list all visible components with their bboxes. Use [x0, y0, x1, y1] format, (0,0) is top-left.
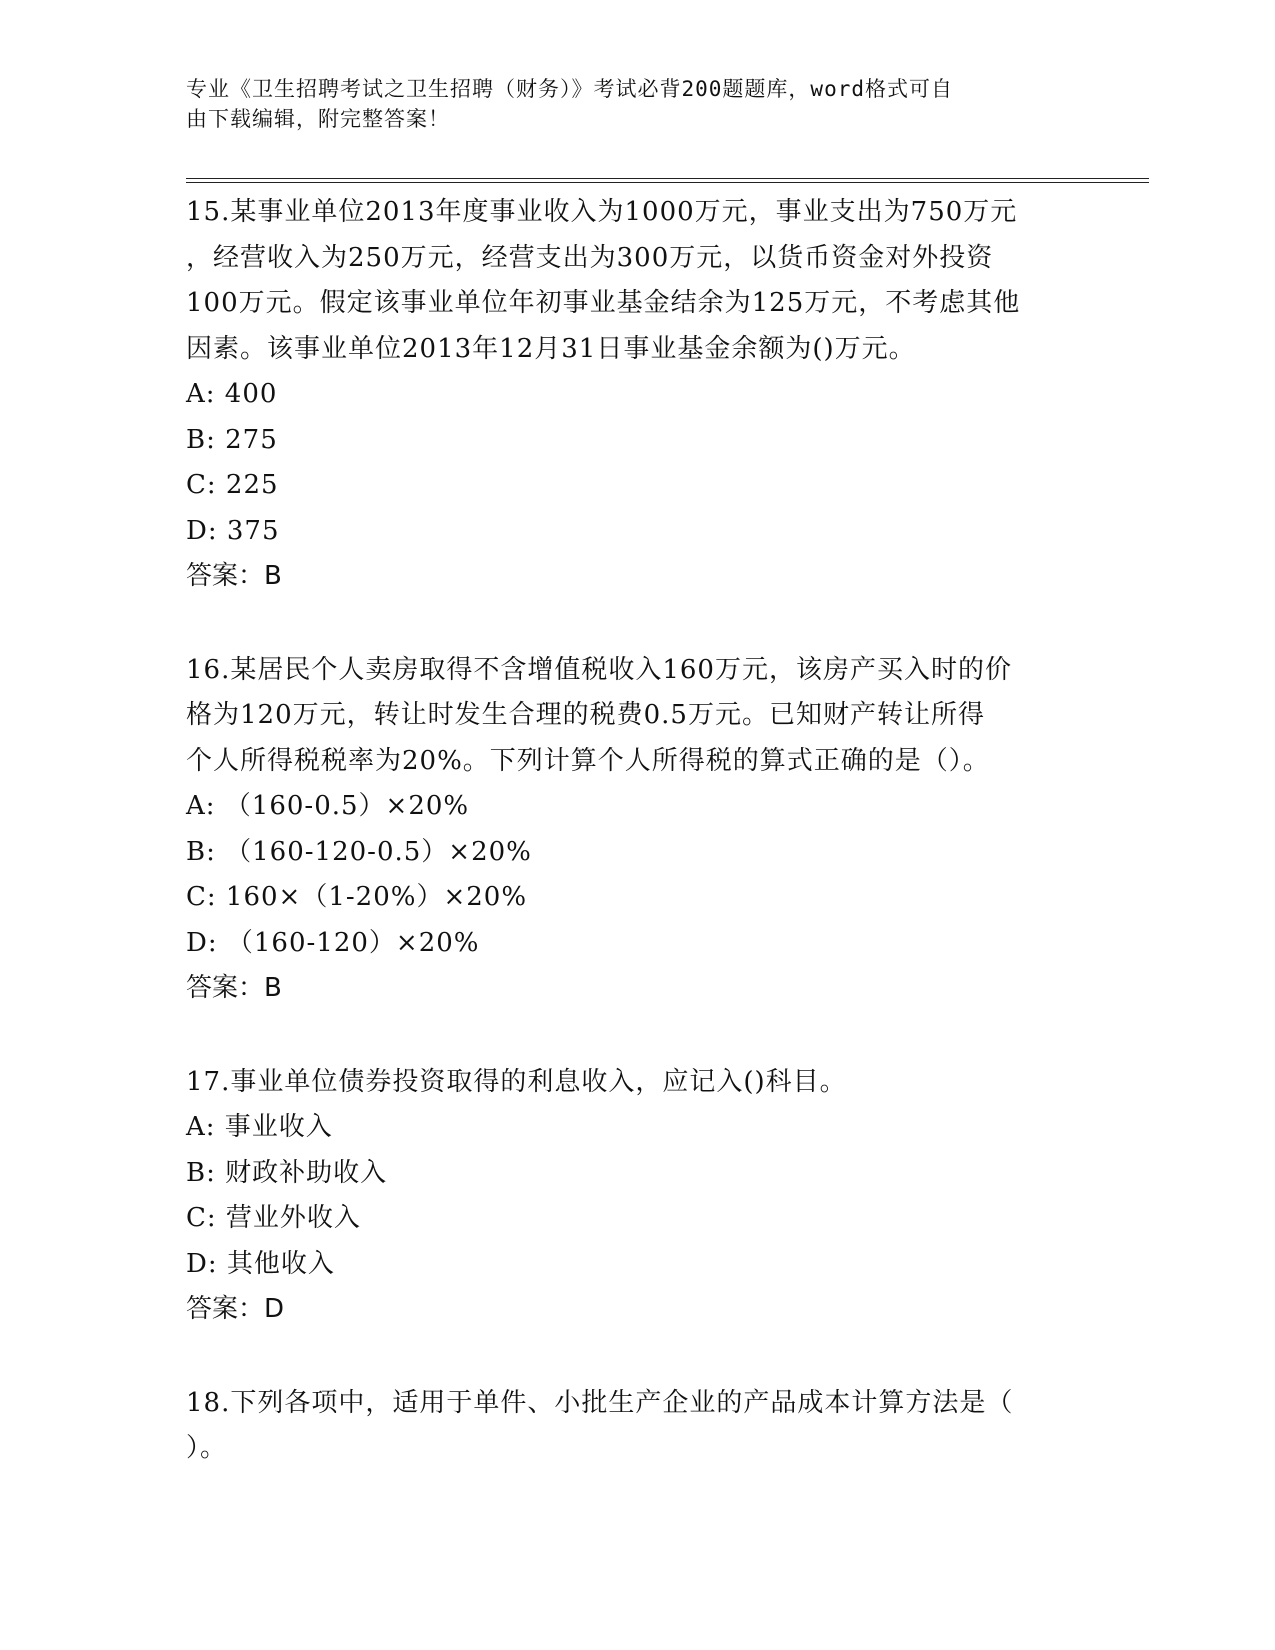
question-spacer [186, 600, 1086, 648]
option-a: A: （160-0.5）×20% [186, 791, 470, 821]
question-stem-line: 18.下列各项中，适用于单件、小批生产企业的产品成本计算方法是（ [186, 1387, 1014, 1418]
question-spacer [186, 1012, 1086, 1060]
question-list [186, 190, 1086, 1472]
question-stem-line: ，经营收入为250万元，经营支出为300万元，以货币资金对外投资 [186, 242, 994, 273]
header-divider-bottom [186, 182, 1149, 183]
question-stem-line: 格为120万元，转让时发生合理的税费0.5万元。已知财产转让所得 [186, 700, 985, 730]
header-line-1: 专业《卫生招聘考试之卫生招聘（财务）》考试必背200题题库，word格式可自 [186, 77, 953, 101]
question-stem-line: 100万元。假定该事业单位年初事业基金结余为125万元，不考虑其他 [186, 288, 1021, 318]
question-stem-line: 15.某事业单位2013年度事业收入为1000万元，事业支出为750万元 [186, 197, 1018, 227]
document-header [186, 74, 1066, 134]
option-b: B: （160-120-0.5）×20% [186, 836, 532, 867]
option-b: B: 275 [186, 424, 278, 455]
option-d: D: 其他收入 [186, 1248, 335, 1279]
header-line-2: 由下载编辑，附完整答案！ [186, 107, 450, 131]
option-a: A: 事业收入 [186, 1112, 333, 1142]
option-c: C: 225 [186, 470, 279, 500]
question-15 [186, 190, 1086, 600]
answer-line: 答案：B [186, 973, 282, 1003]
option-c: C: 160×（1-20%）×20% [186, 882, 528, 912]
question-stem-line: 个人所得税税率为20%。下列计算个人所得税的算式正确的是（）。 [186, 745, 990, 776]
answer-line: 答案：B [186, 561, 282, 591]
question-stem-line: 17.事业单位债券投资取得的利息收入，应记入()科目。 [186, 1066, 847, 1097]
option-d: D: 375 [186, 515, 280, 546]
question-stem-line: ）。 [186, 1433, 228, 1463]
question-spacer [186, 1333, 1086, 1381]
question-18 [186, 1381, 1086, 1472]
option-a: A: 400 [186, 379, 278, 409]
question-stem-line: 因素。该事业单位2013年12月31日事业基金余额为()万元。 [186, 333, 916, 364]
question-17 [186, 1060, 1086, 1333]
question-stem-line: 16.某居民个人卖房取得不含增值税收入160万元，该房产买入时的价 [186, 654, 1012, 685]
option-c: C: 营业外收入 [186, 1203, 361, 1233]
option-d: D: （160-120）×20% [186, 927, 480, 958]
question-16 [186, 648, 1086, 1012]
header-divider-top [186, 178, 1149, 179]
option-b: B: 财政补助收入 [186, 1157, 388, 1188]
answer-line: 答案：D [186, 1294, 285, 1324]
